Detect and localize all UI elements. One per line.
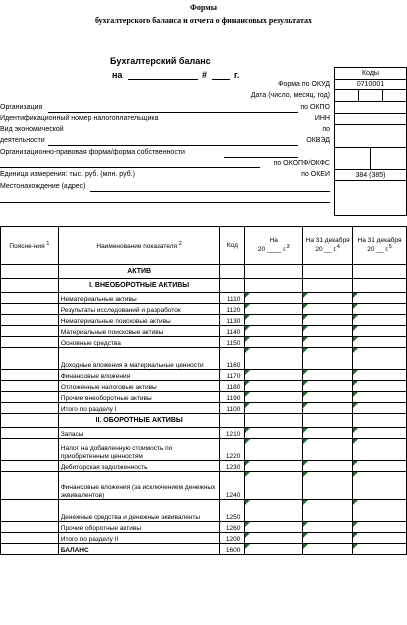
cell-marker-icon (245, 403, 250, 408)
address-label: Местонахождение (адрес) (0, 183, 86, 190)
indicator-header: Наименование показателя $^2$ (58, 227, 220, 265)
value-prev2-year[interactable] (353, 428, 407, 439)
line-code: 1600 (220, 544, 245, 555)
num-sign: # (202, 70, 208, 80)
value-prev2-year[interactable] (353, 439, 407, 461)
value-prev-year[interactable] (303, 472, 353, 500)
line-code: 1210 (220, 428, 245, 439)
line-code: 1130 (220, 315, 245, 326)
indicator-name: Финансовые вложения (58, 370, 220, 381)
address-line-2[interactable] (0, 202, 330, 203)
table-row (1, 293, 407, 304)
line-code: 1250 (220, 500, 245, 522)
value-current[interactable] (245, 533, 303, 544)
value-current[interactable] (245, 265, 303, 279)
notes-header: Поясне-ния $^1$ (1, 227, 59, 265)
indicator-name: Материальные поисковые активы (58, 326, 220, 337)
indicator-name: Итого по разделу I (58, 403, 220, 414)
value-prev2-year[interactable] (353, 315, 407, 326)
value-prev-year[interactable] (303, 337, 353, 348)
cell-marker-icon (245, 381, 250, 386)
indicator-name: I. ВНЕОБОРОТНЫЕ АКТИВЫ (58, 279, 220, 293)
table-row (1, 326, 407, 337)
value-prev-year[interactable] (303, 348, 353, 370)
indicator-name: Результаты исследований и разработок (58, 304, 220, 315)
notes-cell[interactable] (1, 370, 59, 381)
value-prev2-year[interactable] (353, 472, 407, 500)
cell-marker-icon (303, 370, 308, 375)
value-prev-year[interactable] (303, 522, 353, 533)
line-code (220, 414, 245, 428)
value-prev2-year[interactable] (353, 522, 407, 533)
cell-marker-icon (353, 533, 358, 538)
value-current[interactable] (245, 370, 303, 381)
indicator-name: Доходные вложения в материальные ценности (58, 348, 220, 370)
date-label: Дата (число, месяц, год) (250, 92, 330, 99)
cell-marker-icon (353, 392, 358, 397)
value-prev2-year[interactable] (353, 461, 407, 472)
value-prev-year[interactable] (303, 304, 353, 315)
value-current[interactable] (245, 392, 303, 403)
notes-cell[interactable] (1, 304, 59, 315)
value-prev2-year[interactable] (353, 414, 407, 428)
table-row (1, 472, 407, 500)
value-current[interactable] (245, 304, 303, 315)
value-prev2-year[interactable] (353, 403, 407, 414)
okei-label: по ОКЕИ (301, 171, 330, 178)
line-code: 1140 (220, 326, 245, 337)
value-current[interactable] (245, 337, 303, 348)
okfs-cell[interactable] (370, 147, 407, 170)
cell-marker-icon (303, 472, 308, 477)
activity-label-1: Вид экономической (0, 126, 64, 133)
cell-marker-icon (303, 439, 308, 444)
cell-marker-icon (245, 461, 250, 466)
notes-cell[interactable] (1, 522, 59, 533)
table-row (1, 315, 407, 326)
notes-cell[interactable] (1, 381, 59, 392)
cell-marker-icon (245, 304, 250, 309)
value-current[interactable] (245, 293, 303, 304)
line-code (220, 265, 245, 279)
value-current[interactable] (245, 414, 303, 428)
cell-marker-icon (303, 337, 308, 342)
cell-marker-icon (303, 392, 308, 397)
cell-marker-icon (303, 428, 308, 433)
notes-cell[interactable] (1, 533, 59, 544)
cell-marker-icon (303, 500, 308, 505)
cell-marker-icon (303, 381, 308, 386)
notes-cell[interactable] (1, 392, 59, 403)
value-prev-year[interactable] (303, 500, 353, 522)
line-code: 1260 (220, 522, 245, 533)
activity-line[interactable] (48, 145, 298, 146)
indicator-name: Нематериальные активы (58, 293, 220, 304)
value-prev2-year[interactable] (353, 392, 407, 403)
indicator-name: II. ОБОРОТНЫЕ АКТИВЫ (58, 414, 220, 428)
table-row (1, 392, 407, 403)
value-prev-year[interactable] (303, 414, 353, 428)
value-current[interactable] (245, 348, 303, 370)
col-dec1-header: На 31 декабря 20 __ г.$^4$ (303, 227, 353, 265)
notes-cell[interactable] (1, 279, 59, 293)
value-prev2-year[interactable] (353, 304, 407, 315)
okud-label: Форма по ОКУД (278, 81, 330, 88)
indicator-name: Финансовые вложения (за исключением денежных эквивалентов) (58, 472, 220, 500)
notes-cell[interactable] (1, 403, 59, 414)
notes-cell[interactable] (1, 348, 59, 370)
line-code: 1150 (220, 337, 245, 348)
cell-marker-icon (245, 439, 250, 444)
indicator-name: Налог на добавленную стоимость по приобретенным ценностям (58, 439, 220, 461)
value-prev2-year[interactable] (353, 293, 407, 304)
activity-label-2: деятельности (0, 137, 45, 144)
table-row (1, 348, 407, 370)
unit-label: Единица измерения: тыс. руб. (млн. руб.) (0, 171, 135, 178)
codes-header: Коды (334, 67, 407, 80)
cell-marker-icon (303, 533, 308, 538)
cell-marker-icon (353, 370, 358, 375)
cell-marker-icon (245, 370, 250, 375)
line-code: 1110 (220, 293, 245, 304)
cell-marker-icon (353, 348, 358, 353)
activity-po-label: по (322, 126, 330, 133)
org-line[interactable] (48, 112, 298, 113)
value-prev2-year[interactable] (353, 326, 407, 337)
okei-code: 384 (385) (334, 169, 407, 181)
value-prev-year[interactable] (303, 461, 353, 472)
cell-marker-icon (353, 472, 358, 477)
year-label: г. (234, 70, 240, 80)
legal-form-line[interactable] (224, 157, 298, 158)
cell-marker-icon (353, 439, 358, 444)
cell-marker-icon (353, 315, 358, 320)
notes-cell[interactable] (1, 326, 59, 337)
okved-label: ОКВЭД (306, 137, 330, 144)
value-prev2-year[interactable] (353, 370, 407, 381)
value-prev-year[interactable] (303, 381, 353, 392)
notes-cell[interactable] (1, 544, 59, 555)
inn-label: ИНН (314, 115, 330, 122)
cell-marker-icon (303, 544, 308, 549)
code-header: Код (220, 227, 245, 265)
value-current[interactable] (245, 522, 303, 533)
cell-marker-icon (245, 544, 250, 549)
cell-marker-icon (303, 304, 308, 309)
value-current[interactable] (245, 439, 303, 461)
indicator-name: Прочие оборотные активы (58, 522, 220, 533)
balance-table (0, 226, 407, 555)
col-on-header: На 20 ____ г.$^3$ (245, 227, 303, 265)
cell-marker-icon (245, 533, 250, 538)
cell-marker-icon (245, 428, 250, 433)
notes-cell[interactable] (1, 500, 59, 522)
line-code: 1160 (220, 348, 245, 370)
cell-marker-icon (353, 304, 358, 309)
value-prev2-year[interactable] (353, 381, 407, 392)
indicator-name: Нематериальные поисковые активы (58, 315, 220, 326)
org-label: Организация (0, 104, 43, 111)
value-prev-year[interactable] (303, 265, 353, 279)
notes-cell[interactable] (1, 293, 59, 304)
value-prev-year[interactable] (303, 439, 353, 461)
cell-marker-icon (353, 500, 358, 505)
cell-marker-icon (245, 315, 250, 320)
table-row (1, 544, 407, 555)
inn-text-label: Идентификационный номер налогоплательщика (0, 115, 159, 122)
cell-marker-icon (245, 522, 250, 527)
cell-marker-icon (245, 337, 250, 342)
value-prev-year[interactable] (303, 370, 353, 381)
cell-marker-icon (353, 326, 358, 331)
table-row (1, 414, 407, 428)
line-code: 1230 (220, 461, 245, 472)
table-row (1, 265, 407, 279)
line-code: 1190 (220, 392, 245, 403)
cell-marker-icon (353, 293, 358, 298)
value-prev2-year[interactable] (353, 500, 407, 522)
indicator-name: АКТИВ (58, 265, 220, 279)
cell-marker-icon (353, 461, 358, 466)
on-label: на (112, 70, 123, 80)
okved-cell[interactable] (334, 124, 407, 148)
table-row (1, 381, 407, 392)
cell-marker-icon (303, 403, 308, 408)
cell-marker-icon (245, 348, 250, 353)
cell-marker-icon (353, 381, 358, 386)
cell-marker-icon (245, 293, 250, 298)
table-row (1, 403, 407, 414)
notes-cell[interactable] (1, 414, 59, 428)
line-code (220, 279, 245, 293)
date-blank[interactable] (128, 79, 198, 80)
cell-marker-icon (353, 337, 358, 342)
value-prev2-year[interactable] (353, 533, 407, 544)
value-prev-year[interactable] (303, 315, 353, 326)
cell-marker-icon (353, 428, 358, 433)
indicator-name: Прочие внеоборотные активы (58, 392, 220, 403)
value-current[interactable] (245, 544, 303, 555)
col-dec2-header: На 31 декабря 20 __ г.$^5$ (353, 227, 407, 265)
line-code: 1100 (220, 403, 245, 414)
table-row (1, 304, 407, 315)
table-row (1, 461, 407, 472)
cell-marker-icon (303, 348, 308, 353)
cell-marker-icon (245, 472, 250, 477)
table-header-row (1, 227, 407, 265)
indicator-name: Дебиторская задолженность (58, 461, 220, 472)
cell-marker-icon (303, 522, 308, 527)
table-row (1, 337, 407, 348)
cell-marker-icon (303, 293, 308, 298)
cell-marker-icon (353, 522, 358, 527)
cell-marker-icon (245, 392, 250, 397)
notes-cell[interactable] (1, 472, 59, 500)
line-code: 1220 (220, 439, 245, 461)
line-code: 1120 (220, 304, 245, 315)
cell-marker-icon (245, 500, 250, 505)
value-prev-year[interactable] (303, 293, 353, 304)
value-current[interactable] (245, 403, 303, 414)
table-row (1, 370, 407, 381)
indicator-name: Основные средства (58, 337, 220, 348)
cell-marker-icon (353, 403, 358, 408)
value-prev-year[interactable] (303, 326, 353, 337)
table-row (1, 279, 407, 293)
legal-form-line-2[interactable] (0, 167, 260, 168)
line-code: 1170 (220, 370, 245, 381)
value-prev2-year[interactable] (353, 337, 407, 348)
okud-code: 0710001 (334, 79, 407, 90)
indicator-name: БАЛАНС (58, 544, 220, 555)
value-prev-year[interactable] (303, 533, 353, 544)
okopf-label: по ОКОПФ/ОКФС (273, 160, 330, 167)
value-current[interactable] (245, 472, 303, 500)
form-heading-line2: бухгалтерского баланса и отчета о финансовых результатах (94, 16, 313, 25)
value-current[interactable] (245, 279, 303, 293)
cell-marker-icon (303, 326, 308, 331)
cell-marker-icon (303, 461, 308, 466)
table-row (1, 500, 407, 522)
line-code: 1180 (220, 381, 245, 392)
value-prev2-year[interactable] (353, 544, 407, 555)
notes-cell[interactable] (1, 439, 59, 461)
value-current[interactable] (245, 461, 303, 472)
indicator-name: Итого по разделу II (58, 533, 220, 544)
notes-cell[interactable] (1, 461, 59, 472)
year-blank[interactable] (212, 79, 230, 80)
notes-cell[interactable] (1, 428, 59, 439)
balance-title: Бухгалтерский баланс (110, 56, 211, 66)
value-current[interactable] (245, 381, 303, 392)
value-prev-year[interactable] (303, 403, 353, 414)
line-code: 1200 (220, 533, 245, 544)
table-row (1, 533, 407, 544)
cell-marker-icon (245, 326, 250, 331)
value-current[interactable] (245, 315, 303, 326)
value-prev2-year[interactable] (353, 265, 407, 279)
address-line[interactable] (90, 191, 330, 192)
table-row (1, 428, 407, 439)
value-prev-year[interactable] (303, 392, 353, 403)
cell-marker-icon (303, 315, 308, 320)
indicator-name: Запасы (58, 428, 220, 439)
notes-cell[interactable] (1, 265, 59, 279)
value-prev-year[interactable] (303, 428, 353, 439)
okpo-label: по ОКПО (300, 104, 330, 111)
value-current[interactable] (245, 326, 303, 337)
notes-cell[interactable] (1, 315, 59, 326)
table-row (1, 522, 407, 533)
legal-form-label: Организационно-правовая форма/форма собственности (0, 149, 185, 156)
notes-cell[interactable] (1, 337, 59, 348)
okopf-cell[interactable] (334, 147, 371, 170)
indicator-name: Денежные средства и денежные эквиваленты (58, 500, 220, 522)
value-current[interactable] (245, 500, 303, 522)
line-code: 1240 (220, 472, 245, 500)
value-current[interactable] (245, 428, 303, 439)
indicator-name: Отложенные налоговые активы (58, 381, 220, 392)
cell-marker-icon (353, 544, 358, 549)
form-heading-line1: Формы (190, 3, 217, 12)
value-prev-year[interactable] (303, 279, 353, 293)
value-prev-year[interactable] (303, 544, 353, 555)
value-prev2-year[interactable] (353, 279, 407, 293)
value-prev2-year[interactable] (353, 348, 407, 370)
table-row (1, 439, 407, 461)
